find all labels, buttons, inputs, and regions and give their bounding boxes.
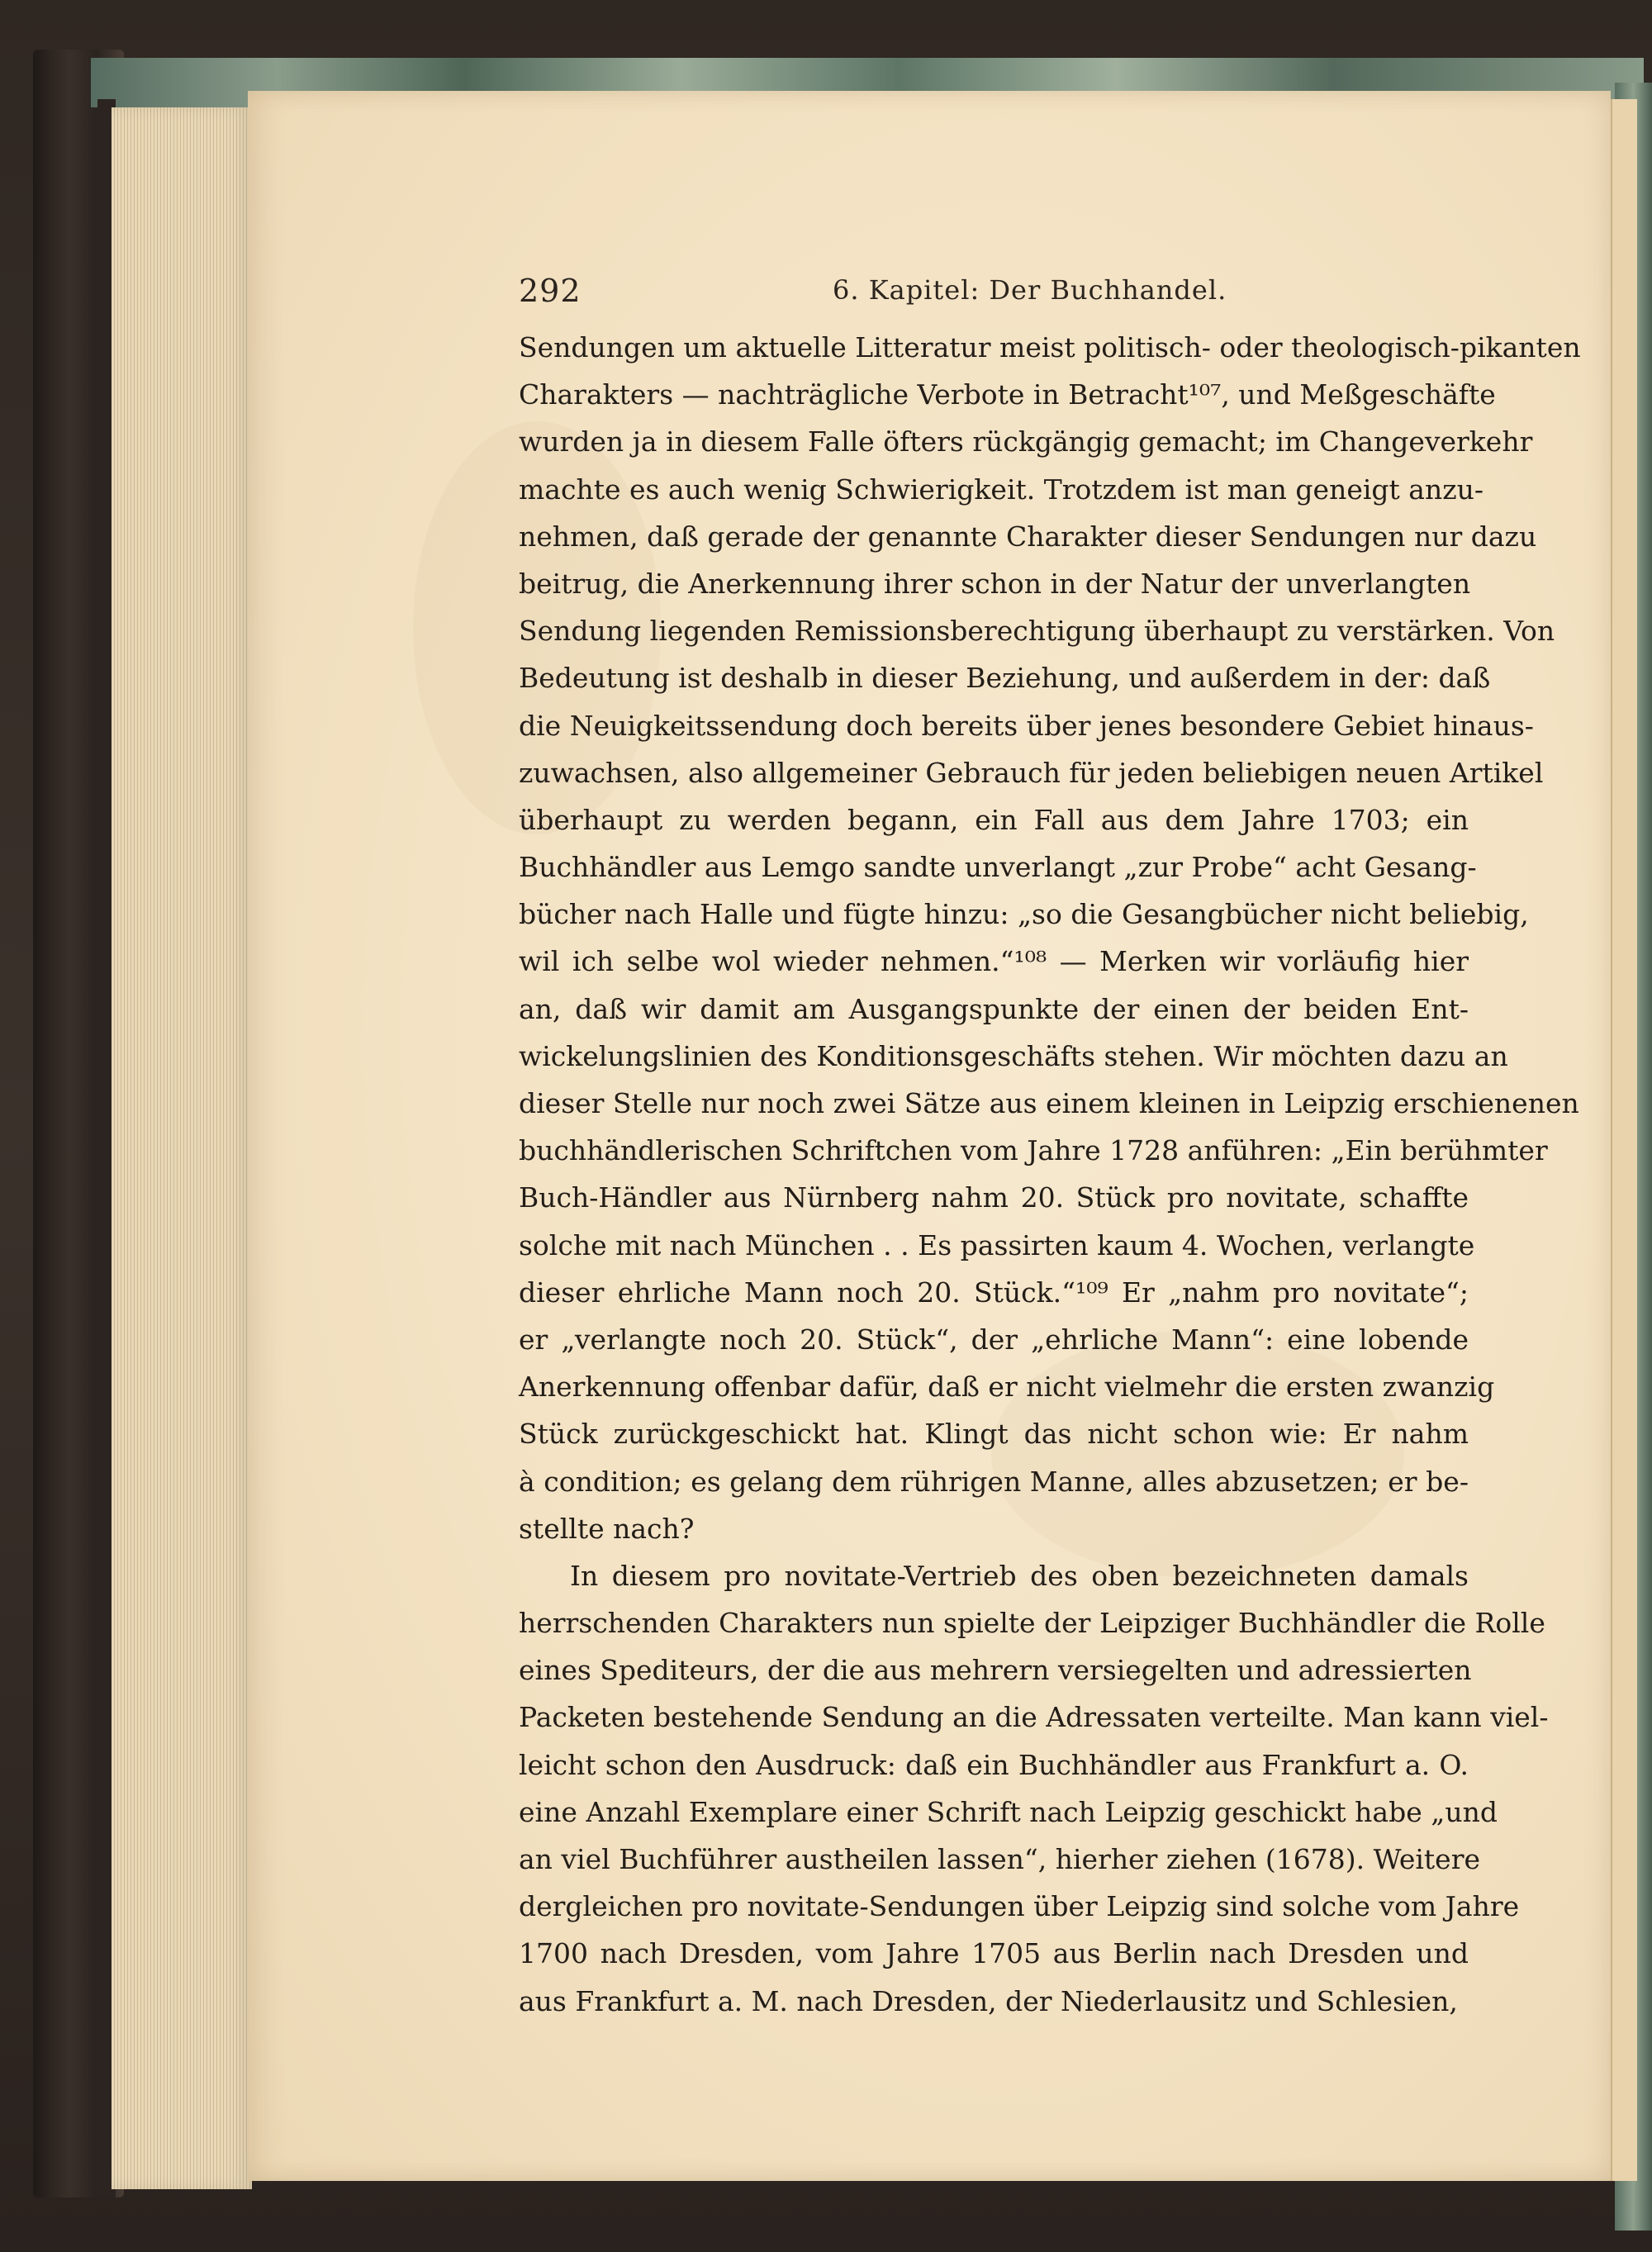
text-line: an, daß wir damit am Ausgangspunkte der einen der beiden Ent- <box>519 992 1469 1025</box>
text-line: Buchhändler aus Lemgo sandte unverlangt „zur Probe“ acht Gesang- <box>519 851 1477 884</box>
text-line: bücher nach Halle und fügte hinzu: „so die Gesangbücher nicht beliebig, <box>519 898 1529 931</box>
text-line: Anerkennung offenbar dafür, daß er nicht vielmehr die ersten zwanzig <box>519 1371 1495 1404</box>
text-line: er „verlangte noch 20. Stück“, der „ehrliche Mann“: eine lobende <box>519 1323 1469 1356</box>
text-line: wurden ja in diesem Falle öfters rückgängig gemacht; im Changeverkehr <box>519 425 1533 458</box>
text-line: überhaupt zu werden begann, ein Fall aus dem Jahre 1703; ein <box>519 803 1469 836</box>
text-line: wil ich selbe wol wieder nehmen.“¹⁰⁸ — Merken wir vorläufig hier <box>519 945 1469 978</box>
body-text <box>519 324 1581 2025</box>
text-line: zuwachsen, also allgemeiner Gebrauch für jeden beliebigen neuen Artikel <box>519 756 1544 789</box>
facing-page-edge <box>1611 99 1637 2181</box>
text-line: herrschenden Charakters nun spielte der Leipziger Buchhändler die Rolle <box>519 1607 1545 1640</box>
text-line: dieser ehrliche Mann noch 20. Stück.“¹⁰⁹ Er „nahm pro novitate“; <box>519 1276 1469 1309</box>
text-line: à condition; es gelang dem rührigen Manne, alles abzusetzen; er be- <box>519 1465 1469 1498</box>
text-line: In diesem pro novitate-Vertrieb des oben bezeichneten damals <box>570 1559 1469 1592</box>
running-head: 6. Kapitel: Der Buchhandel. <box>833 274 1227 306</box>
text-line: die Neuigkeitssendung doch bereits über jenes besondere Gebiet hinaus- <box>519 709 1534 742</box>
text-line: dergleichen pro novitate-Sendungen über Leipzig sind solche vom Jahre <box>519 1890 1520 1923</box>
text-line: Sendungen um aktuelle Litteratur meist politisch- oder theologisch-pikanten <box>519 331 1581 363</box>
text-line: machte es auch wenig Schwierigkeit. Trotzdem ist man geneigt anzu- <box>519 473 1484 506</box>
page-edges-stack <box>112 107 252 2189</box>
text-line: nehmen, daß gerade der genannte Charakter dieser Sendungen nur dazu <box>519 520 1537 553</box>
text-line: buchhändlerischen Schriftchen vom Jahre 1728 anführen: „Ein berühmter <box>519 1134 1548 1167</box>
text-line: solche mit nach München . . Es passirten kaum 4. Wochen, verlangte <box>519 1228 1475 1261</box>
text-line: dieser Stelle nur noch zwei Sätze aus einem kleinen in Leipzig erschienenen <box>519 1087 1579 1119</box>
text-line: aus Frankfurt a. M. nach Dresden, der Niederlausitz und Schlesien, <box>519 1984 1458 2017</box>
text-line: Charakters — nachträgliche Verbote in Betracht¹⁰⁷, und Meßgeschäfte <box>519 378 1496 411</box>
text-line: Packeten bestehende Sendung an die Adressaten verteilte. Man kann viel- <box>519 1701 1549 1734</box>
text-line: eines Spediteurs, der die aus mehrern versiegelten und adressierten <box>519 1654 1472 1687</box>
text-line: eine Anzahl Exemplare einer Schrift nach Leipzig geschickt habe „und <box>519 1795 1498 1828</box>
text-line: leicht schon den Ausdruck: daß ein Buchhändler aus Frankfurt a. O. <box>519 1748 1469 1781</box>
text-line: Stück zurückgeschickt hat. Klingt das nicht schon wie: Er nahm <box>519 1418 1469 1451</box>
text-line: wickelungslinien des Konditionsgeschäfts stehen. Wir möchten dazu an <box>519 1039 1508 1072</box>
text-line: Buch-Händler aus Nürnberg nahm 20. Stück pro novitate, schaffte <box>519 1181 1469 1214</box>
text-line: 1700 nach Dresden, vom Jahre 1705 aus Berlin nach Dresden und <box>519 1937 1469 1970</box>
page-header <box>271 175 1427 309</box>
text-line: Bedeutung ist deshalb in dieser Beziehung, und außerdem in der: daß <box>519 662 1491 695</box>
text-line: Sendung liegenden Remissionsberechtigung überhaupt zu verstärken. Von <box>519 615 1555 648</box>
page-number: 292 <box>519 273 582 309</box>
text-line: an viel Buchführer austheilen lassen“, hierher ziehen (1678). Weitere <box>519 1843 1481 1875</box>
text-line: beitrug, die Anerkennung ihrer schon in der Natur der unverlangten <box>519 567 1471 600</box>
text-line: stellte nach? <box>519 1512 695 1545</box>
